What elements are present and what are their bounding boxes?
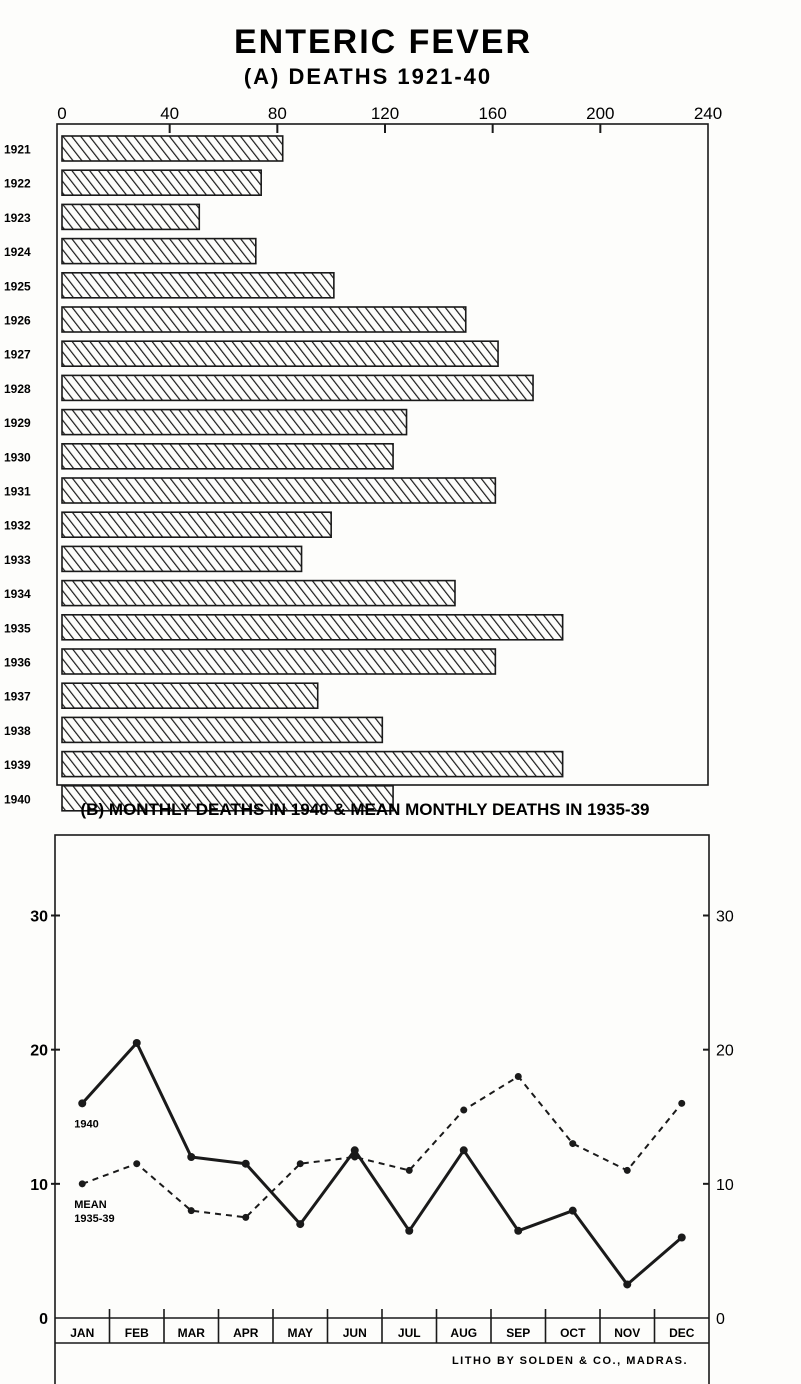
series-mean-1935-39-point-nov (624, 1167, 631, 1174)
year-label-1940: 1940 (4, 792, 31, 807)
year-label-1922: 1922 (4, 176, 31, 191)
chart-b (30, 909, 734, 1344)
month-label-oct: OCT (560, 1326, 586, 1340)
year-label-1931: 1931 (4, 484, 31, 499)
series-1940-point-jun (351, 1146, 359, 1154)
series-1940-point-feb (133, 1039, 141, 1047)
page-title: ENTERIC FEVER (233, 23, 533, 61)
litho-credit: LITHO BY SOLDEN & CO., MADRAS. (451, 1355, 689, 1367)
year-label-1938: 1938 (4, 723, 31, 738)
year-label-1939: 1939 (4, 758, 31, 773)
year-label-1924: 1924 (4, 245, 31, 260)
x-tick-label-160: 160 (478, 104, 507, 123)
series-1940-point-jan (78, 1099, 86, 1107)
month-label-dec: DEC (669, 1326, 695, 1340)
year-label-1928: 1928 (4, 381, 31, 396)
y-tick-right-0: 0 (716, 1311, 725, 1328)
month-label-apr: APR (233, 1326, 259, 1340)
series-1940-label: 1940 (74, 1118, 99, 1131)
month-label-jun: JUN (342, 1326, 367, 1340)
bar-1928 (62, 375, 533, 400)
chart-b-title: (B) MONTHLY DEATHS IN 1940 & MEAN MONTHLY DEATHS IN 1935-39 (80, 800, 650, 819)
bar-1931 (62, 478, 495, 503)
y-tick-left-10: 10 (30, 1176, 48, 1194)
year-label-1934: 1934 (4, 587, 31, 602)
x-tick-label-80: 80 (267, 104, 287, 123)
series-1940-point-oct (569, 1207, 577, 1215)
bar-1935 (62, 615, 563, 640)
year-label-1936: 1936 (4, 655, 31, 670)
y-tick-right-20: 20 (716, 1042, 734, 1060)
year-label-1937: 1937 (4, 689, 31, 704)
bar-1925 (62, 273, 334, 298)
bar-1930 (62, 444, 393, 469)
series-mean-1935-39-point-jul (406, 1167, 413, 1174)
series-mean-label-line2: 1935-39 (74, 1212, 115, 1225)
year-label-1926: 1926 (4, 313, 31, 328)
y-tick-right-30: 30 (716, 908, 734, 926)
series-1940-point-apr (242, 1160, 250, 1168)
x-tick-label-0: 0 (57, 104, 67, 123)
month-label-nov: NOV (614, 1326, 641, 1340)
y-tick-left-0: 0 (39, 1311, 48, 1328)
month-label-mar: MAR (177, 1326, 205, 1340)
series-mean-1935-39-point-may (297, 1160, 304, 1167)
month-label-jan: JAN (70, 1326, 95, 1340)
year-label-1925: 1925 (4, 279, 31, 294)
series-1940-point-sep (514, 1227, 522, 1235)
bar-1922 (62, 170, 261, 195)
month-label-may: MAY (287, 1326, 314, 1340)
series-1940-point-may (296, 1220, 304, 1228)
bar-1934 (62, 581, 455, 606)
year-label-1930: 1930 (4, 450, 31, 465)
series-mean-1935-39-point-jun (351, 1154, 358, 1161)
month-label-sep: SEP (506, 1326, 531, 1340)
series-mean-1935-39-point-feb (133, 1160, 140, 1167)
x-tick-label-120: 120 (370, 104, 400, 123)
series-1940-point-nov (623, 1280, 631, 1288)
y-tick-left-30: 30 (30, 908, 48, 926)
year-label-1929: 1929 (4, 416, 31, 431)
bar-1938 (62, 717, 382, 742)
year-label-1932: 1932 (4, 518, 31, 533)
month-label-aug: AUG (450, 1326, 478, 1340)
series-mean-1935-39-point-oct (569, 1140, 576, 1147)
series-mean-1935-39-point-jan (79, 1180, 86, 1187)
bar-1927 (62, 341, 498, 366)
year-label-1933: 1933 (4, 552, 31, 567)
bar-1926 (62, 307, 466, 332)
series-mean-1935-39-point-apr (242, 1214, 249, 1221)
y-tick-right-10: 10 (716, 1176, 734, 1194)
bar-1923 (62, 204, 199, 229)
chart-a-subtitle: (A) DEATHS 1921-40 (243, 64, 493, 89)
year-label-1935: 1935 (4, 621, 31, 636)
bar-1933 (62, 546, 302, 571)
series-mean-1935-39-point-mar (188, 1207, 195, 1214)
series-mean-label-line1: MEAN (74, 1198, 107, 1211)
chart-b-frame (55, 835, 709, 1384)
series-1940-point-jul (405, 1227, 413, 1235)
x-tick-label-40: 40 (160, 104, 180, 123)
x-tick-label-200: 200 (586, 104, 615, 123)
series-1940-point-aug (460, 1146, 468, 1154)
series-1940-point-dec (678, 1234, 686, 1242)
bar-1932 (62, 512, 331, 537)
bar-1921 (62, 136, 283, 161)
series-mean-1935-39-line (82, 1077, 682, 1218)
y-tick-left-20: 20 (30, 1042, 48, 1060)
bar-1937 (62, 683, 318, 708)
year-label-1927: 1927 (4, 347, 31, 362)
chart-a (4, 104, 722, 811)
series-mean-1935-39-point-dec (678, 1100, 685, 1107)
bar-1939 (62, 752, 563, 777)
bar-1924 (62, 239, 256, 264)
year-label-1923: 1923 (4, 210, 31, 225)
month-label-jul: JUL (397, 1326, 421, 1340)
series-mean-1935-39-point-aug (460, 1107, 467, 1114)
bar-1929 (62, 410, 407, 435)
bar-1936 (62, 649, 495, 674)
month-label-feb: FEB (124, 1326, 149, 1340)
x-tick-label-240: 240 (693, 104, 723, 123)
series-mean-1935-39-point-sep (515, 1073, 522, 1080)
year-label-1921: 1921 (4, 142, 31, 157)
series-1940-point-mar (187, 1153, 195, 1161)
